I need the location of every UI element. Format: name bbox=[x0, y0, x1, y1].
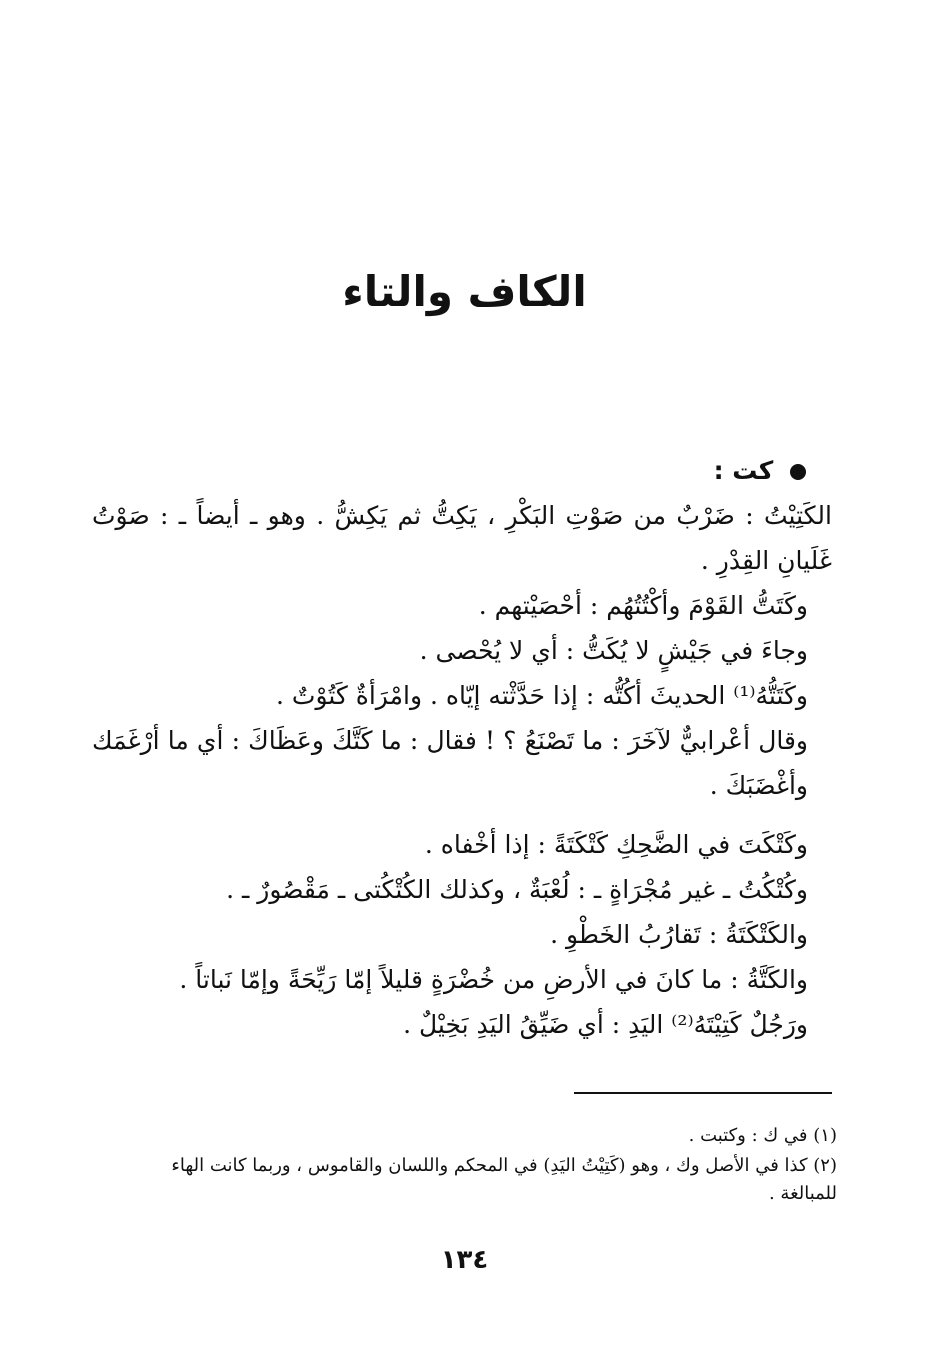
paragraph: وكَتَتُّهُ⁽¹⁾ الحديثَ أكُتُّه : إذا حَدَّثْته إيّاه . وامْرَأةٌ كَتُوْتٌ . bbox=[276, 681, 808, 710]
entry-body bbox=[92, 448, 832, 1047]
footnote-divider bbox=[574, 1092, 832, 1094]
paragraph: وجاءَ في جَيْشٍ لا يُكَتُّ : أي لا يُحْصى . bbox=[419, 636, 808, 665]
paragraph: ورَجُلٌ كَتِيْتَهُ⁽²⁾ اليَدِ : أي ضَيِّقُ اليَدِ بَخِيْلٌ . bbox=[403, 1010, 808, 1039]
footnote: (٢) كذا في الأصل وك ، وهو (كَتِيْتُ اليَدِ) في المحكم واللسان والقاموس ، وربما كانت الهاء للمبالغة . bbox=[171, 1155, 837, 1204]
entry-heading-row bbox=[92, 448, 806, 493]
paragraph: وكُتْكُتُ ـ غير مُجْرَاةٍ ـ : لُعْبَةٌ ، وكذلك الكُتْكُتى ـ مَقْصُورٌ ـ . bbox=[226, 875, 808, 904]
page-number: ١٣٤ bbox=[440, 1245, 489, 1275]
paragraph: وقال أعْرابيٌّ لآخَرَ : ما تَصْنَعُ ؟ ! فقال : ما كَتَّكَ وعَظَاكَ : أي ما أرْغَمَك وأغْضَبَكَ . bbox=[92, 726, 808, 800]
chapter-title: الكاف والتاء bbox=[342, 267, 587, 316]
entry-heading: كت : bbox=[713, 456, 774, 485]
paragraph: وكَتَتُّ القَوْمَ وأكْتُتُهُم : أحْصَيْتهم . bbox=[478, 591, 808, 620]
paragraph: والكَتَّةُ : ما كانَ في الأرضِ من خُضْرَةٍ قليلاً إمّا رَيِّحَةً وإمّا نَباتاً . bbox=[179, 965, 808, 994]
footnotes bbox=[117, 1122, 837, 1210]
paragraph: وكَتْكَتَ في الضَّحِكِ كَتْكَتَةً : إذا أخْفاه . bbox=[424, 830, 808, 859]
paragraph: والكَتْكَتَةُ : تَقارُبُ الخَطْوِ . bbox=[550, 920, 808, 949]
footnote: (١) في ك : وكتبت . bbox=[688, 1125, 837, 1146]
paragraph: الكَتِيْتُ : ضَرْبٌ من صَوْتِ البَكْرِ ، يَكِتُّ ثم يَكِشُّ . وهو ـ أيضاً ـ : صَوْتُ غَلَيانِ القِدْرِ . bbox=[92, 501, 832, 575]
bullet-icon bbox=[790, 464, 806, 480]
